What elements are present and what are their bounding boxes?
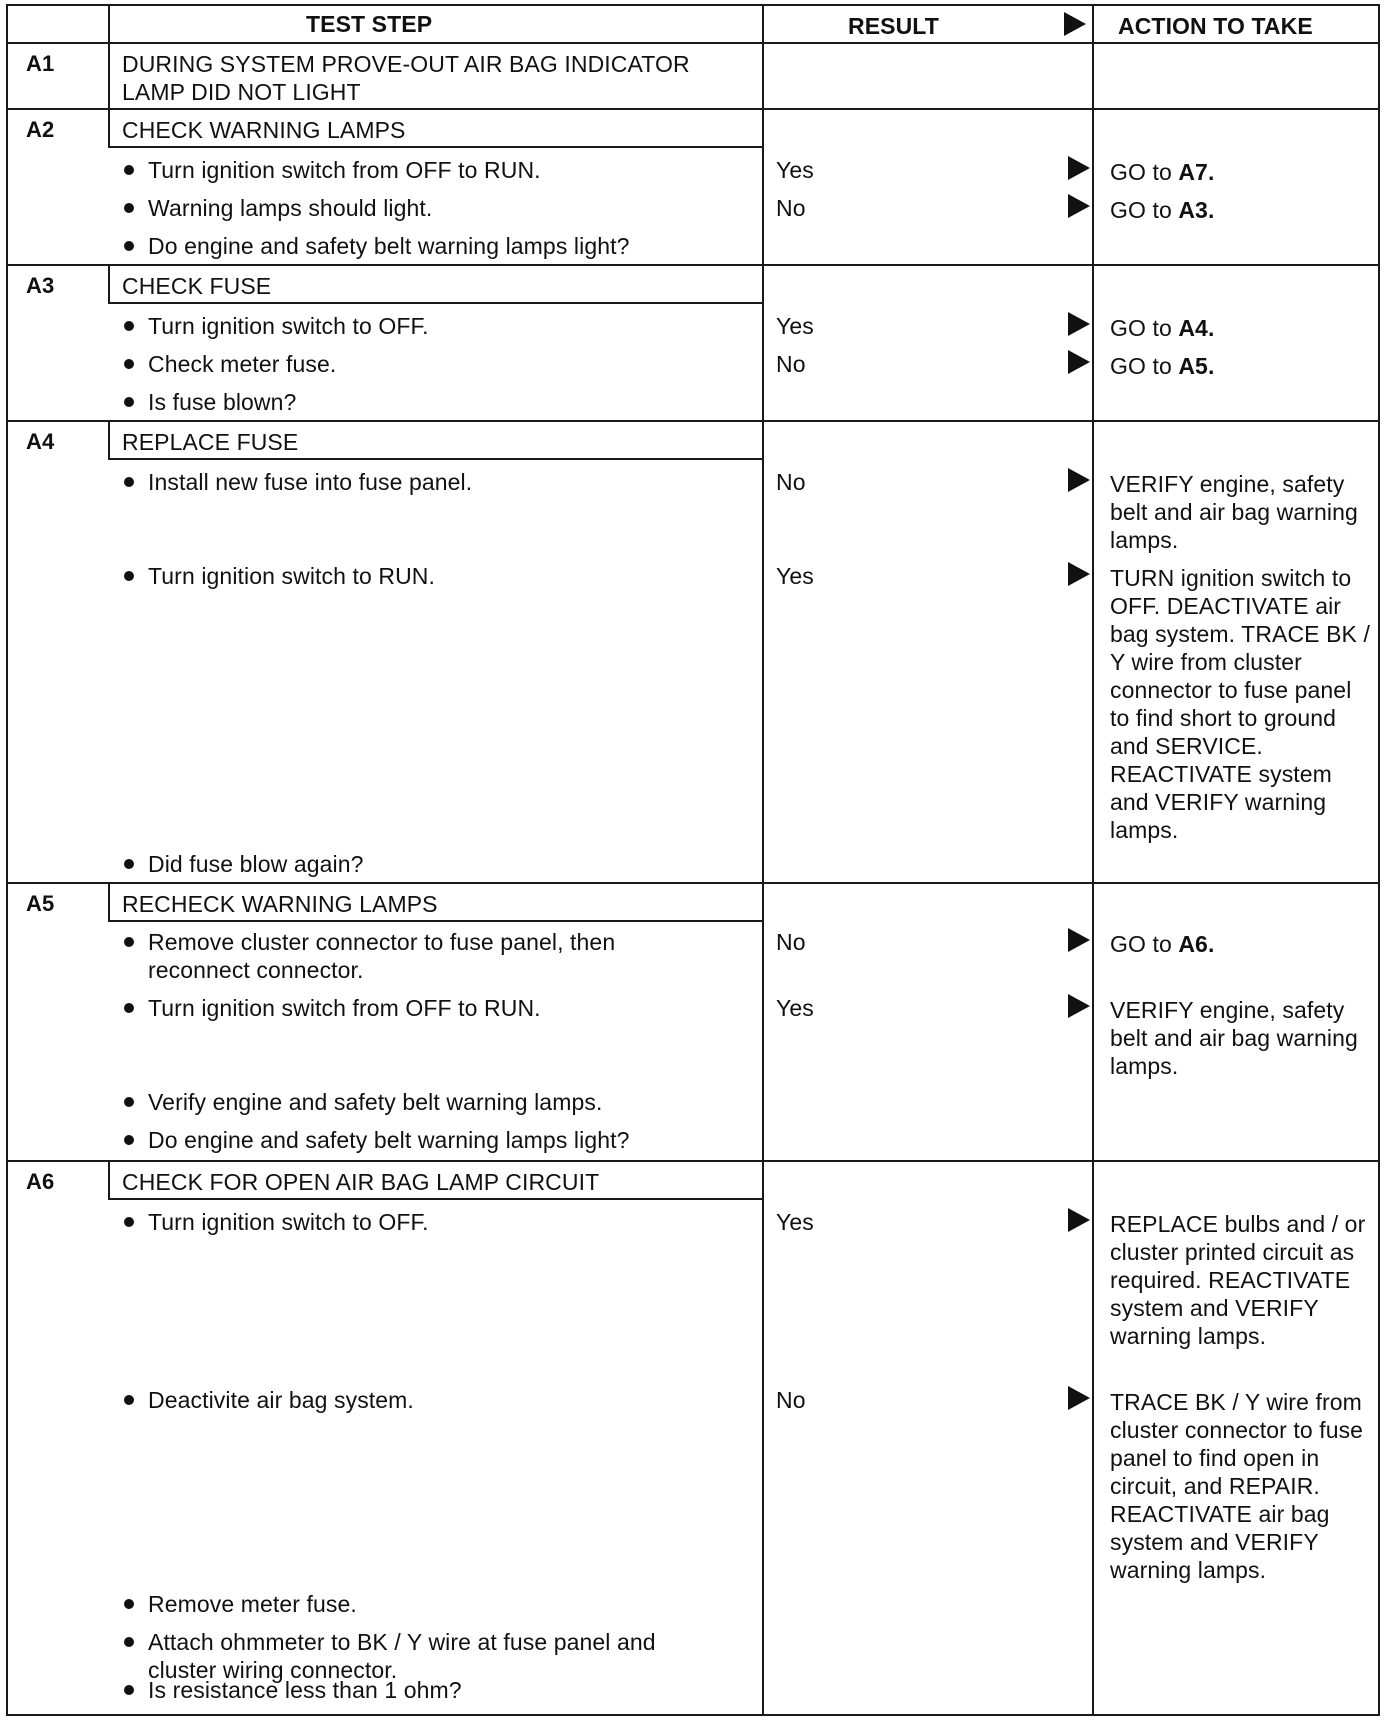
result-a2-1: Yes <box>776 157 814 183</box>
step-title-a6: CHECK FOR OPEN AIR BAG LAMP CIRCUIT <box>122 1169 600 1195</box>
row-rule-a5 <box>6 1160 1380 1162</box>
result-arrow-icon <box>1068 994 1090 1018</box>
id-divider-a2 <box>108 108 110 148</box>
step-bullet-a5-3: Verify engine and safety belt warning lamps. <box>148 1089 603 1115</box>
header-result: RESULT <box>848 13 939 39</box>
result-a6-1: Yes <box>776 1209 814 1235</box>
step-bullet-a6-5: Is resistance less than 1 ohm? <box>148 1677 462 1703</box>
result-arrow-icon <box>1068 468 1090 492</box>
action-a5-2: VERIFY engine, safety belt and air bag warning lamps. <box>1110 997 1358 1079</box>
header-action: ACTION TO TAKE <box>1118 13 1313 39</box>
column-divider-id <box>108 4 110 110</box>
step-id-a2: A2 <box>26 117 55 142</box>
step-title-a2: CHECK WARNING LAMPS <box>122 117 406 143</box>
action-a2-2: GO to A3. <box>1110 197 1215 223</box>
action-a6-1: REPLACE bulbs and / or cluster printed circuit as required. REACTIVATE system and VERIFY warning lamps. <box>1110 1211 1366 1349</box>
title-rule-a4 <box>108 458 764 460</box>
step-bullet-a5-1: Remove cluster connector to fuse panel, then reconnect connector. <box>148 928 688 984</box>
id-divider-a3 <box>108 264 110 304</box>
result-a3-2: No <box>776 351 806 377</box>
result-arrow-icon <box>1068 350 1090 374</box>
step-title-a3: CHECK FUSE <box>122 273 272 299</box>
diagnostic-table <box>6 4 1380 1718</box>
step-bullet-a6-4: Attach ohmmeter to BK / Y wire at fuse panel and cluster wiring connector. <box>148 1628 708 1684</box>
action-a4-1: VERIFY engine, safety belt and air bag warning lamps. <box>1110 471 1358 553</box>
step-title-a4: REPLACE FUSE <box>122 429 299 455</box>
title-rule-a5 <box>108 920 764 922</box>
result-arrow-icon <box>1068 312 1090 336</box>
step-id-a1: A1 <box>26 51 55 76</box>
step-bullet-a2-3: Do engine and safety belt warning lamps light? <box>148 233 630 259</box>
step-title-a1: DURING SYSTEM PROVE-OUT AIR BAG INDICATOR LAMP DID NOT LIGHT <box>122 51 690 105</box>
table-border-top <box>6 4 1380 6</box>
result-arrow-icon <box>1068 1208 1090 1232</box>
result-a5-1: No <box>776 929 806 955</box>
row-rule-a1 <box>6 108 1380 110</box>
table-border-bottom <box>6 1714 1380 1716</box>
step-id-a5: A5 <box>26 891 55 916</box>
step-bullet-a5-4: Do engine and safety belt warning lamps light? <box>148 1127 630 1153</box>
result-arrow-icon <box>1068 156 1090 180</box>
step-bullet-a2-2: Warning lamps should light. <box>148 195 433 221</box>
title-rule-a2 <box>108 146 764 148</box>
step-bullet-a3-2: Check meter fuse. <box>148 351 337 377</box>
step-bullet-a2-1: Turn ignition switch from OFF to RUN. <box>148 157 541 183</box>
row-rule-a4 <box>6 882 1380 884</box>
result-a4-2: Yes <box>776 563 814 589</box>
step-id-a3: A3 <box>26 273 55 298</box>
column-divider-result <box>762 4 764 1716</box>
result-a6-2: No <box>776 1387 806 1413</box>
action-a2-1: GO to A7. <box>1110 159 1215 185</box>
step-bullet-a4-3: Did fuse blow again? <box>148 851 364 877</box>
action-a3-1: GO to A4. <box>1110 315 1215 341</box>
header-rule <box>6 42 1380 44</box>
result-a4-1: No <box>776 469 806 495</box>
action-a3-2: GO to A5. <box>1110 353 1215 379</box>
row-rule-a2 <box>6 264 1380 266</box>
step-id-a6: A6 <box>26 1169 55 1194</box>
title-rule-a3 <box>108 302 764 304</box>
result-arrow-icon <box>1068 1386 1090 1410</box>
step-bullet-a6-2: Deactivite air bag system. <box>148 1387 414 1413</box>
id-divider-a4 <box>108 420 110 460</box>
table-border-left <box>6 4 8 1716</box>
step-bullet-a3-3: Is fuse blown? <box>148 389 297 415</box>
result-arrow-icon <box>1068 928 1090 952</box>
result-arrow-icon <box>1068 194 1090 218</box>
result-arrow-icon <box>1068 562 1090 586</box>
column-divider-action <box>1092 4 1094 1716</box>
row-rule-a3 <box>6 420 1380 422</box>
step-title-a5: RECHECK WARNING LAMPS <box>122 891 438 917</box>
step-bullet-a4-2: Turn ignition switch to RUN. <box>148 563 435 589</box>
result-a2-2: No <box>776 195 806 221</box>
table-border-right <box>1378 4 1380 1716</box>
result-a5-2: Yes <box>776 995 814 1021</box>
step-bullet-a3-1: Turn ignition switch to OFF. <box>148 313 429 339</box>
step-bullet-a6-1: Turn ignition switch to OFF. <box>148 1209 429 1235</box>
action-a6-2: TRACE BK / Y wire from cluster connector to fuse panel to find open in circuit, and REPAIR. REACTIVATE air bag system and VERIFY warning lamps. <box>1110 1389 1364 1583</box>
id-divider-a6 <box>108 1160 110 1200</box>
action-a5-1: GO to A6. <box>1110 931 1215 957</box>
step-bullet-a6-3: Remove meter fuse. <box>148 1591 357 1617</box>
step-bullet-a4-1: Install new fuse into fuse panel. <box>148 469 473 495</box>
action-a4-2: TURN ignition switch to OFF. DEACTIVATE air bag system. TRACE BK / Y wire from cluster connector to fuse panel to find short to ground and SERVICE. REACTIVATE system and VERIFY warning lamps. <box>1110 565 1370 843</box>
id-divider-a5 <box>108 882 110 922</box>
title-rule-a6 <box>108 1198 764 1200</box>
header-arrow-icon <box>1064 12 1086 36</box>
step-bullet-a5-2: Turn ignition switch from OFF to RUN. <box>148 995 541 1021</box>
step-id-a4: A4 <box>26 429 55 454</box>
header-test-step: TEST STEP <box>306 11 433 37</box>
result-a3-1: Yes <box>776 313 814 339</box>
